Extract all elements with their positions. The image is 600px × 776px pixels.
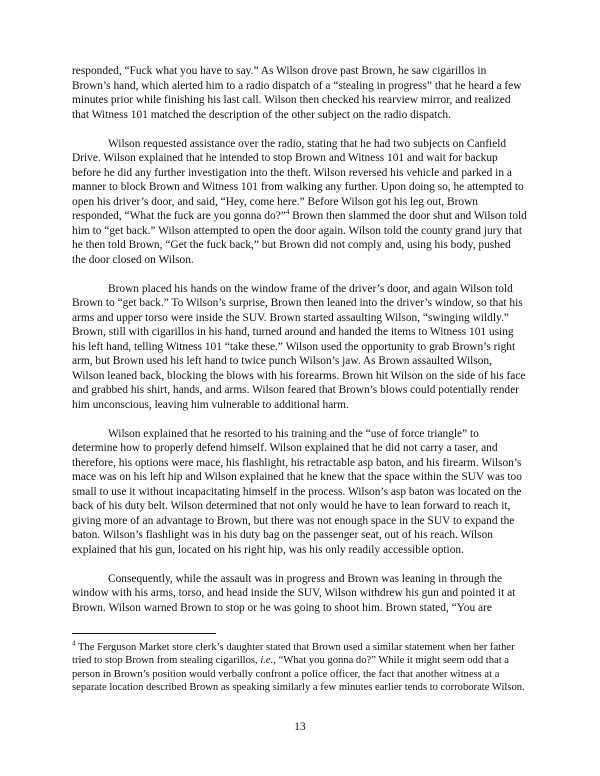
footnote-italic: i.e. xyxy=(260,655,274,667)
footnote-separator xyxy=(72,633,216,634)
footnote xyxy=(72,641,527,695)
footnote-text-after: , “What you gonna do?” While it might seem odd that a person in Brown’s position would verbally confront a police officer, the fact that another witness at a separate location described Brown as speaking similarly a few minutes earlier tends to corroborate Wilson. xyxy=(72,655,525,694)
paragraph-2 xyxy=(72,137,527,268)
paragraph-3: Brown placed his hands on the window frame of the driver’s door, and again Wilson told Brown to “get back.” To Wilson’s surprise, Brown then leaned into the driver’s window, so that his arms and upper torso were inside the SUV. Brown started assaulting Wilson, “swinging wildly.” Brown, still with cigarillos in his hand, turned around and handed the items to Witness 101 using his left hand, telling Witness 101 “take these.” Wilson used the opportunity to grab Brown’s right arm, but Brown used his left hand to twice punch Wilson’s jaw. As Brown assaulted Wilson, Wilson leaned back, blocking the blows with his forearms. Brown hit Wilson on the side of his face and grabbed his shirt, hands, and arms. Wilson feared that Brown’s blows could potentially render him unconscious, leaving him vulnerable to additional harm. xyxy=(72,282,526,411)
paragraph-2-text-before: Wilson requested assistance over the radio, stating that he had two subjects on Canfield Drive. Wilson explained that he intended to stop Brown and Witness 101 and wait for backup before he did any further investigation into the theft. Wilson reversed his vehicle and parked in a manner to block Brown and Witness 101 from walking any further. Upon doing so, he attempted to open his driver’s door, and said, “Hey, come here.” Before Wilson got his leg out, Brown responded, “What the fuck are you gonna do?” xyxy=(72,137,524,222)
footnote-text-before: The Ferguson Market store clerk’s daughter stated that Brown used a similar statement when her father tried to stop Brown from stealing cigarillos, xyxy=(72,642,515,667)
body-text xyxy=(72,64,527,630)
paragraph-1: responded, “Fuck what you have to say.” As Wilson drove past Brown, he saw cigarillos in Brown’s hand, which alerted him to a radio dispatch of a “stealing in progress” that he heard a few minutes prior while finishing his last call. Wilson then checked his rearview mirror, and realized that Witness 101 matched the description of the other subject on the radio dispatch. xyxy=(72,65,522,121)
page-number: 13 xyxy=(294,721,306,733)
footnote-text xyxy=(72,641,527,695)
footnote-number: 4 xyxy=(72,639,76,648)
paragraph-4: Wilson explained that he resorted to his training and the “use of force triangle” to determine how to properly defend himself. Wilson explained that he did not carry a taser, and therefore, his options were mace, his flashlight, his retractable asp baton, and his firearm. Wilson’s mace was on his left hip and Wilson explained that he knew that the space within the SUV was too small to use it without incapacitating himself in the process. Wilson’s asp baton was located on the back of his duty belt. Wilson determined that not only would he have to lean forward to reach it, giving more of an advantage to Brown, but there was not enough space in the SUV to expand the baton. Wilson’s flashlight was in his duty bag on the passenger seat, out of his reach. Wilson explained that his gun, located on his right hip, was his only readily accessible option. xyxy=(72,427,522,556)
paragraph-5: Consequently, while the assault was in progress and Brown was leaning in through the window with his arms, torso, and head inside the SUV, Wilson withdrew his gun and pointed it at Brown. Wilson warned Brown to stop or he was going to shoot him. Brown stated, “You are xyxy=(72,572,516,614)
footnote-reference: 4 xyxy=(285,208,290,217)
paragraph-2-text-after: Brown then slammed the door shut and Wilson told him to “get back.” Wilson attempted to open the door again. Wilson told the county grand jury that he then told Brown, “Get the fuck back,” but Brown did not comply and, using his body, pushed the door closed on Wilson. xyxy=(72,210,527,266)
